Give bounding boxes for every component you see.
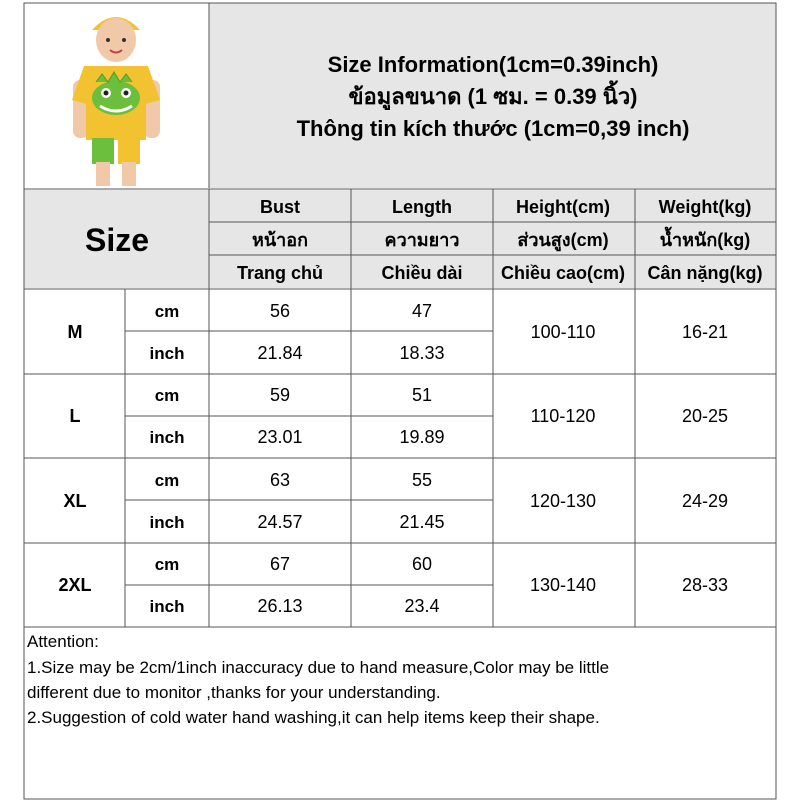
col-length-vi: Chiều dài <box>381 263 463 283</box>
title-line-vi: Thông tin kích thước (1cm=0,39 inch) <box>296 116 690 141</box>
length-cm-value: 60 <box>411 554 433 574</box>
col-bust-en: Bust <box>260 197 300 217</box>
size-label: L <box>69 406 81 426</box>
unit-inch-label: inch <box>149 344 185 363</box>
length-inch-value: 21.45 <box>399 512 445 532</box>
weight-value: 24-29 <box>681 491 729 511</box>
product-photo <box>25 4 208 187</box>
col-length-en: Length <box>392 197 452 217</box>
col-weight-th: น้ำหนัก(kg) <box>659 230 751 250</box>
size-label: M <box>67 322 83 342</box>
weight-value: 28-33 <box>681 575 729 595</box>
table-row <box>68 301 729 363</box>
unit-inch-label: inch <box>149 597 185 616</box>
bust-inch-value: 26.13 <box>257 596 303 616</box>
height-value: 110-120 <box>530 406 596 426</box>
col-weight-vi: Cân nặng(kg) <box>647 263 763 283</box>
unit-cm-label: cm <box>154 302 180 321</box>
unit-cm-label: cm <box>154 555 180 574</box>
title-line-th: ข้อมูลขนาด (1 ซม. = 0.39 นิ้ว) <box>348 84 638 109</box>
note-heading: Attention: <box>27 632 99 651</box>
length-inch-value: 19.89 <box>399 427 445 447</box>
bust-inch-value: 23.01 <box>257 427 303 447</box>
col-height-th: ส่วนสูง(cm) <box>517 230 609 250</box>
unit-cm-label: cm <box>154 471 180 490</box>
bust-cm-value: 63 <box>269 470 291 490</box>
title-line-en: Size Information(1cm=0.39inch) <box>327 52 659 77</box>
length-inch-value: 23.4 <box>404 596 440 616</box>
col-weight-en: Weight(kg) <box>658 197 752 217</box>
length-cm-value: 55 <box>411 470 433 490</box>
col-bust-th: หน้าอก <box>252 230 308 250</box>
size-label: XL <box>63 491 87 511</box>
height-value: 130-140 <box>529 575 597 595</box>
col-length-th: ความยาว <box>384 230 460 250</box>
unit-inch-label: inch <box>149 428 185 447</box>
weight-value: 16-21 <box>681 322 729 342</box>
bust-cm-value: 67 <box>269 554 291 574</box>
unit-inch-label: inch <box>149 513 185 532</box>
unit-cm-label: cm <box>154 386 180 405</box>
bust-inch-value: 21.84 <box>257 343 303 363</box>
length-cm-value: 47 <box>411 301 433 321</box>
attention-notes <box>27 632 609 727</box>
note-line: different due to monitor ,thanks for your understanding. <box>27 683 441 702</box>
height-value: 120-130 <box>529 491 597 511</box>
note-line: 1.Size may be 2cm/1inch inaccuracy due to hand measure,Color may be little <box>27 658 610 677</box>
col-height-en: Height(cm) <box>516 197 610 217</box>
bust-inch-value: 24.57 <box>257 512 303 532</box>
height-value: 100-110 <box>530 322 596 342</box>
col-height-vi: Chiều cao(cm) <box>500 263 626 283</box>
size-label: 2XL <box>58 575 92 595</box>
table-row <box>63 470 728 532</box>
weight-value: 20-25 <box>681 406 729 426</box>
length-inch-value: 18.33 <box>399 343 445 363</box>
note-line: 2.Suggestion of cold water hand washing,it can help items keep their shape. <box>27 708 600 727</box>
length-cm-value: 51 <box>411 385 433 405</box>
bust-cm-value: 59 <box>269 385 291 405</box>
bust-cm-value: 56 <box>269 301 291 321</box>
col-bust-vi: Trang chủ <box>236 263 324 283</box>
size-header: Size <box>84 222 150 258</box>
